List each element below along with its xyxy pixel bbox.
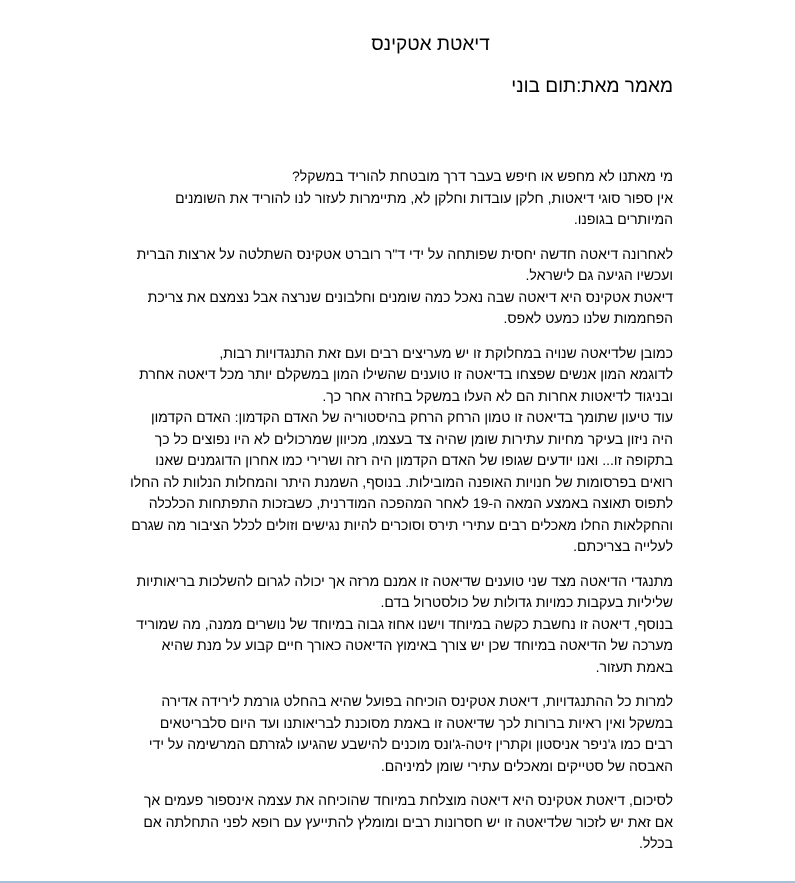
document-title: דיאטת אטקינס bbox=[371, 34, 490, 55]
paragraph-line: לאחרונה דיאטה חדשה יחסית שפותחה על ידי ד"ר רוברט אטקינס השתלטה על ארצות הברית ועכשיו הגיעה גם לישראל. bbox=[136, 245, 673, 283]
paragraph-line: לסיכום, דיאטת אטקינס היא דיאטה מוצלחת במיוחד שהוכיחה את עצמה אינספור פעמים אך אם זאת יש לזכור שלדיאטה זו יש חסרונות רבים ומומלץ להתייעץ עם רופא לפני התחלתה אם בכלל. bbox=[143, 792, 673, 851]
paragraph-line: דיאטת אטקינס היא דיאטה שבה נאכל כמה שומנים וחלבונים שנרצה אבל נצמצם את צריכת הפחממות שלנו כמעט לאפס. bbox=[147, 288, 673, 326]
paragraph bbox=[128, 244, 673, 330]
paragraph-line: כמובן שלדיאטה שנויה במחלוקת זו יש מעריצים רבים ועם זאת התנגדויות רבות, bbox=[219, 344, 673, 361]
paragraph bbox=[128, 790, 673, 855]
paragraph bbox=[128, 571, 673, 679]
paragraph bbox=[128, 343, 673, 558]
paragraph-line: מתנגדי הדיאטה מצד שני טוענים שדיאטה זו אמנם מרזה אך יכולה לגרום להשלכות בריאותיות שליליות בעקבות כמויות גדולות של כולסטרול בדם. bbox=[136, 572, 673, 610]
paragraph bbox=[128, 166, 673, 231]
author-line: מאמר מאת:תום בוני bbox=[511, 76, 673, 97]
paragraph-line: למרות כל ההתנגדויות, דיאטת אטקינס הוכיחה בפועל שהיא בהחלט גורמת לירידה אדירה במשקל ואין ראיות ברורות לכך שדיאטה זו באמת מסוכנת לבריאותנו ועד היום סלבריטאים רבים כמו ג'ניפר אניסטון וקתרין זיטה-ג'ונס מוכנים להישבע שהגיעו לגזרתם המרשימה על ידי האבסה של סטייקים ומאכלים עתירי שומן למיניהם. bbox=[148, 693, 673, 774]
paragraph-line: מי מאתנו לא מחפש או חיפש בעבר דרך מובטחת להוריד במשקל? bbox=[292, 168, 673, 184]
paragraph-line: לדוגמא המון אנשים שפצחו בדיאטה זו טוענים שהשילו המון במשקלם יותר מכל דיאטה אחרת ובניגוד לדיאטות אחרות הם לא העלו במשקל בחזרה אחר כך. bbox=[139, 366, 673, 404]
paragraph-line: עוד טיעון שתומך בדיאטה זו טמון הרחק הרחק בהיסטוריה של האדם הקדמון: האדם הקדמון היה ניזון בעיקר מחיות עתירות שומן שהיה צד בעצמו, מכיוון שמרכולים לא היו נפוצים כל כך בתקופה זו... ואנו יודעים שגופו של האדם הקדמון היה רזה ושרירי כמו אחרון הדוגמנים שאנו רואים בפרסומות של חנויות האופנה המובילות. בנוסף, השמנת היתר והמחלות הנלוות לה החלו לתפוס תאוצה באמצע המאה ה-19 לאחר המהפכה המודרנית, כשבזכות התפתחות הכלכלה והחקלאות החלו מאכלים רבים עתירי תירס וסוכרים להיות נגישים וזולים לכלל הציבור מה שגרם לעלייה בצריכתם. bbox=[130, 409, 673, 554]
article-body bbox=[128, 166, 673, 855]
paragraph-line: אין ספור סוגי דיאטות, חלקן עובדות וחלקן לא, מתיימרות לעזור לנו להוריד את השומנים המיותרים בגופנו. bbox=[175, 189, 673, 227]
document-page bbox=[128, 28, 673, 868]
paragraph bbox=[128, 691, 673, 777]
paragraph-line: בנוסף, דיאטה זו נחשבת כקשה במיוחד וישנו אחוז גבוה במיוחד של נושרים ממנה, מה שמוריד מערכה של הדיאטה במיוחד שכן יש צורך באימוץ הדיאטה כאורך חיים קבוע על מנת שהיא באמת תעזור. bbox=[136, 615, 673, 675]
